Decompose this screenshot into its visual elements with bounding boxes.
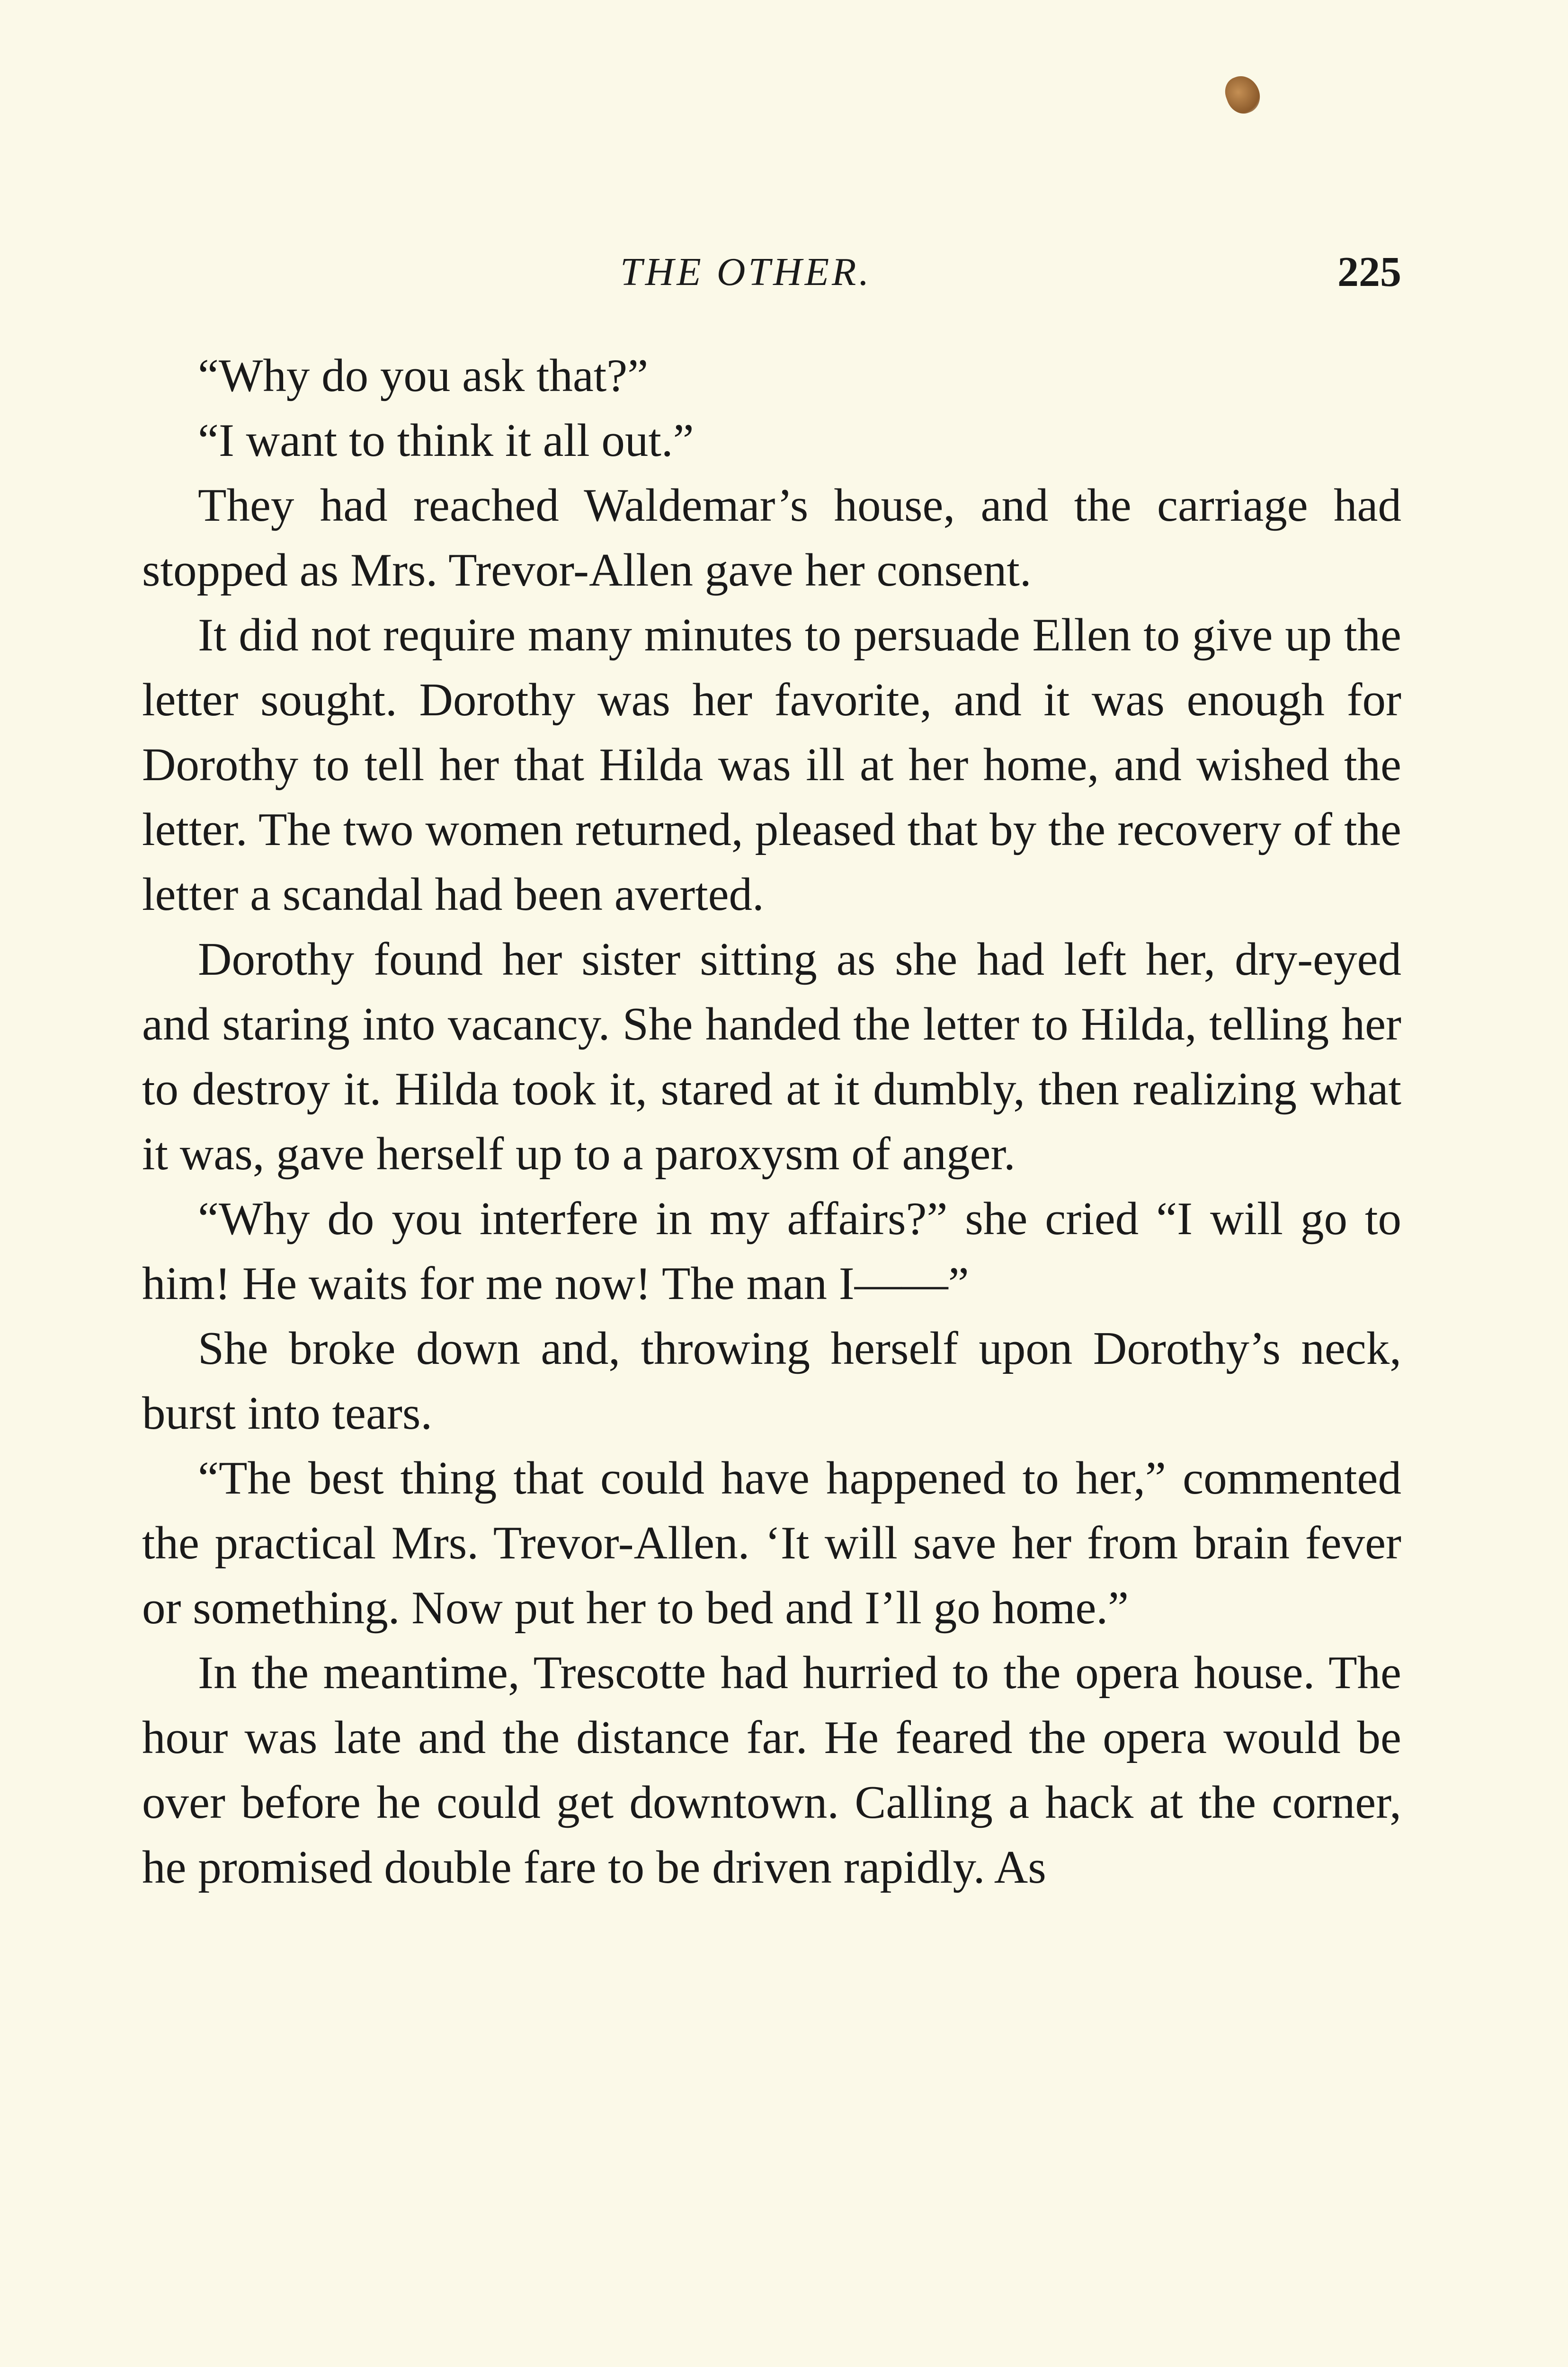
paragraph: Dorothy found her sister sitting as she had left her, dry-eyed and staring into vacancy. She handed the letter to Hilda, telling her to destroy it. Hilda took it, stared at it dumbly, then realizing what it was, gave herself up to a paroxysm of anger. bbox=[142, 934, 1401, 1180]
running-title: THE OTHER. bbox=[620, 250, 872, 294]
paragraph: “Why do you interfere in my affairs?” she cried “I will go to him! He waits for me now! The man I——” bbox=[142, 1193, 1401, 1309]
paragraph: “Why do you ask that?” bbox=[198, 350, 649, 401]
running-header bbox=[142, 246, 1401, 298]
paragraph: She broke down and, throwing herself upon Dorothy’s neck, burst into tears. bbox=[142, 1323, 1401, 1439]
paragraph: “I want to think it all out.” bbox=[198, 415, 694, 466]
page-number: 225 bbox=[1337, 249, 1401, 295]
paragraph: It did not require many minutes to persuade Ellen to give up the letter sought. Dorothy was her favorite, and it was enough for Dorothy to tell her that Hilda was ill at her home, and wished the letter. The two women returned, pleased that by the recovery of the letter a scandal had been averted. bbox=[142, 609, 1401, 920]
paragraph: “The best thing that could have happened to her,” commented the practical Mrs. Trevor-Allen. ‘It will save her from brain fever or something. Now put her to bed and I’ll go home.” bbox=[142, 1452, 1401, 1634]
page-stain bbox=[1221, 71, 1265, 118]
paragraph: In the meantime, Trescotte had hurried to the opera house. The hour was late and the distance far. He feared the opera would be over before he could get downtown. Calling a hack at the corner, he promised double fare to be driven rapidly. As bbox=[142, 1647, 1401, 1893]
paragraph: They had reached Waldemar’s house, and the carriage had stopped as Mrs. Trevor-Allen gave her consent. bbox=[142, 480, 1401, 596]
body-text bbox=[142, 343, 1401, 1900]
